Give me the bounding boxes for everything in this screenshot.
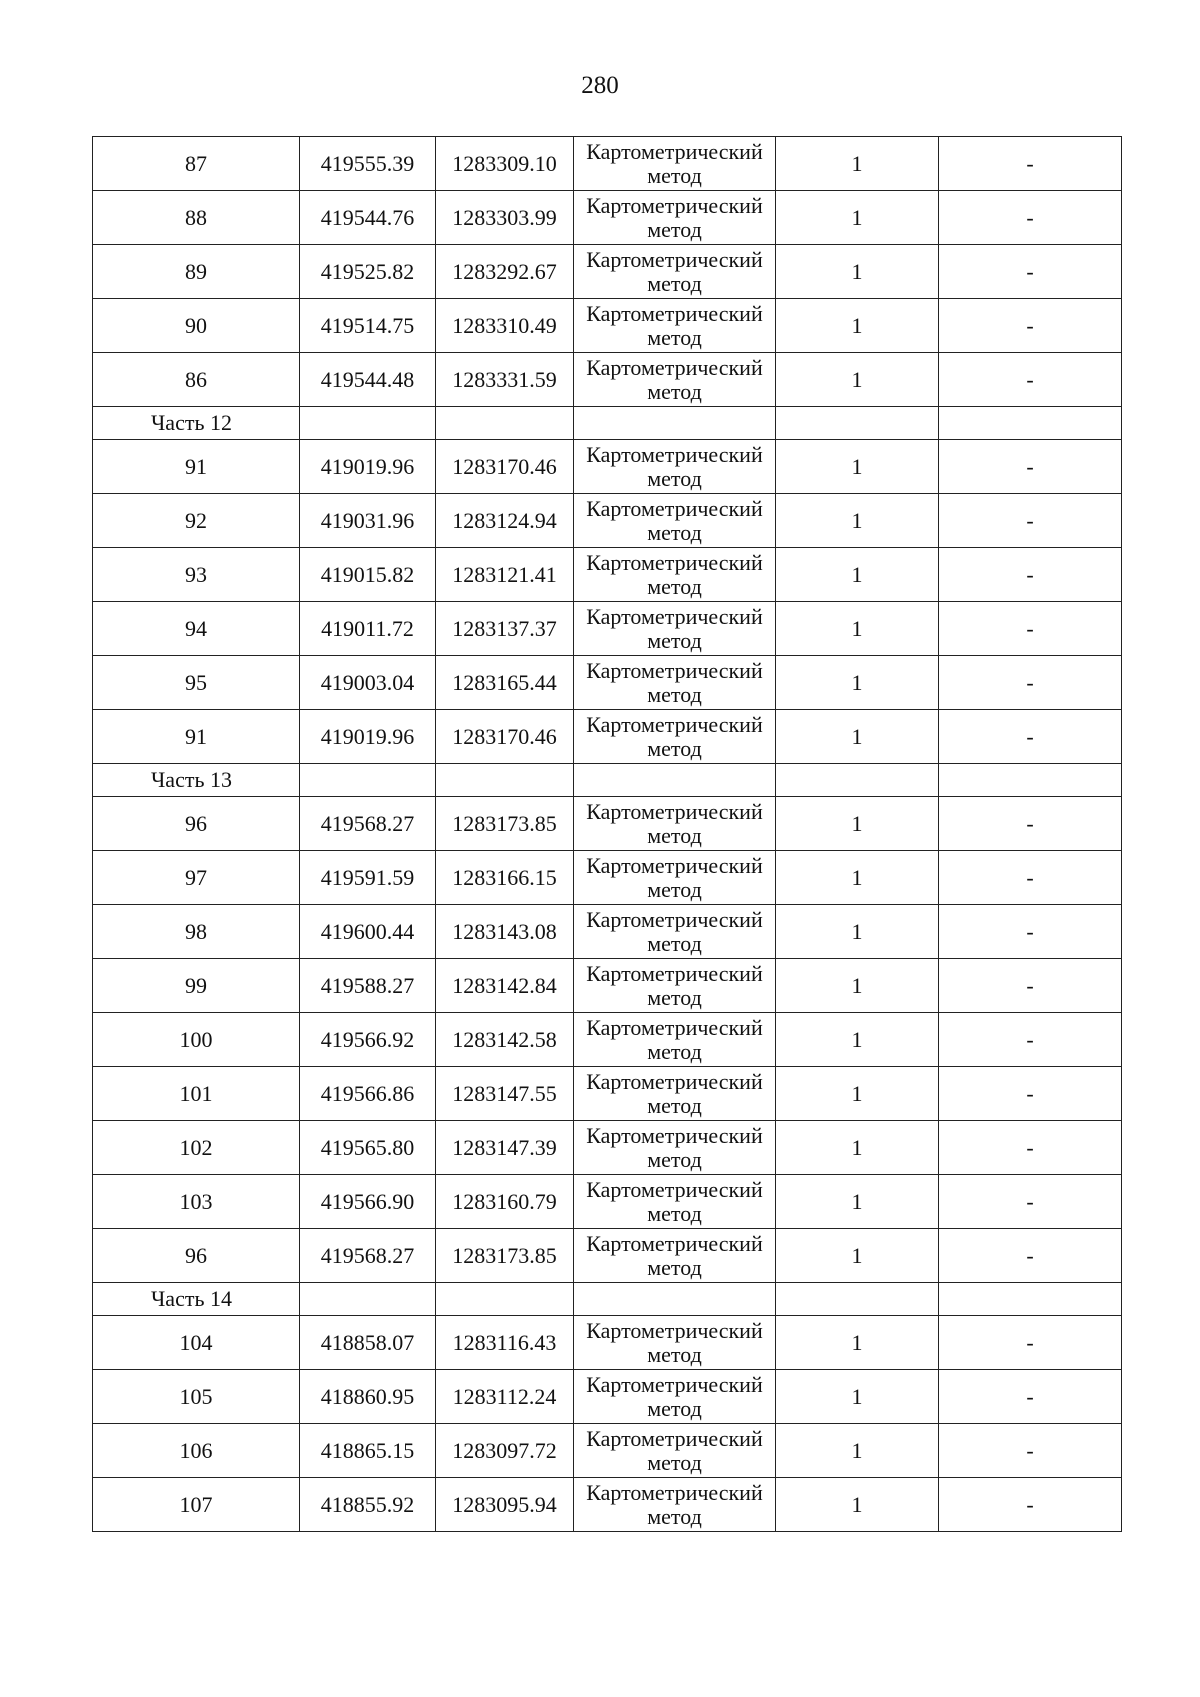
method-line-1: Картометрический <box>586 1371 763 1397</box>
table-row <box>93 1175 1122 1229</box>
point-number-cell: 92 <box>93 494 300 548</box>
y-coordinate-cell: 1283173.85 <box>436 797 574 851</box>
table-row <box>93 1121 1122 1175</box>
method-line-2: метод <box>647 735 702 761</box>
x-coordinate-cell: 419019.96 <box>300 710 436 764</box>
method-line-1: Картометрический <box>586 300 763 326</box>
y-coordinate-cell: 1283160.79 <box>436 1175 574 1229</box>
part-label: Часть 14 <box>93 1283 300 1316</box>
method-cell <box>574 602 776 656</box>
method-line-2: метод <box>647 1038 702 1064</box>
y-coordinate-cell: 1283112.24 <box>436 1370 574 1424</box>
x-coordinate-cell: 419019.96 <box>300 440 436 494</box>
method-line-2: метод <box>647 1395 702 1421</box>
method-line-2: метод <box>647 681 702 707</box>
note-cell: - <box>939 548 1122 602</box>
empty-cell <box>436 764 574 797</box>
method-line-1: Картометрический <box>586 1122 763 1148</box>
table-row <box>93 440 1122 494</box>
method-line-2: метод <box>647 324 702 350</box>
empty-cell <box>436 407 574 440</box>
method-line-2: метод <box>647 1254 702 1280</box>
note-cell: - <box>939 1121 1122 1175</box>
point-number-cell: 105 <box>93 1370 300 1424</box>
note-cell: - <box>939 1013 1122 1067</box>
method-line-1: Картометрический <box>586 852 763 878</box>
accuracy-cell: 1 <box>776 797 939 851</box>
method-line-1: Картометрический <box>586 1176 763 1202</box>
point-number-cell: 100 <box>93 1013 300 1067</box>
y-coordinate-cell: 1283143.08 <box>436 905 574 959</box>
table-row <box>93 851 1122 905</box>
note-cell: - <box>939 851 1122 905</box>
point-number-cell: 90 <box>93 299 300 353</box>
table-row <box>93 797 1122 851</box>
y-coordinate-cell: 1283142.84 <box>436 959 574 1013</box>
method-cell <box>574 1478 776 1532</box>
method-cell <box>574 548 776 602</box>
accuracy-cell: 1 <box>776 299 939 353</box>
method-cell <box>574 851 776 905</box>
x-coordinate-cell: 419555.39 <box>300 137 436 191</box>
point-number-cell: 104 <box>93 1316 300 1370</box>
method-line-1: Картометрический <box>586 1317 763 1343</box>
table-row <box>93 1229 1122 1283</box>
x-coordinate-cell: 419565.80 <box>300 1121 436 1175</box>
table-row <box>93 1424 1122 1478</box>
part-header-row <box>93 407 1122 440</box>
x-coordinate-cell: 419544.48 <box>300 353 436 407</box>
note-cell: - <box>939 1370 1122 1424</box>
x-coordinate-cell: 418865.15 <box>300 1424 436 1478</box>
point-number-cell: 91 <box>93 440 300 494</box>
method-line-1: Картометрический <box>586 906 763 932</box>
empty-cell <box>574 407 776 440</box>
method-cell <box>574 797 776 851</box>
note-cell: - <box>939 353 1122 407</box>
accuracy-cell: 1 <box>776 710 939 764</box>
y-coordinate-cell: 1283292.67 <box>436 245 574 299</box>
note-cell: - <box>939 656 1122 710</box>
empty-cell <box>300 1283 436 1316</box>
note-cell: - <box>939 710 1122 764</box>
point-number-cell: 107 <box>93 1478 300 1532</box>
method-line-1: Картометрический <box>586 246 763 272</box>
accuracy-cell: 1 <box>776 1424 939 1478</box>
empty-cell <box>574 1283 776 1316</box>
x-coordinate-cell: 419588.27 <box>300 959 436 1013</box>
empty-cell <box>300 407 436 440</box>
x-coordinate-cell: 418860.95 <box>300 1370 436 1424</box>
x-coordinate-cell: 419525.82 <box>300 245 436 299</box>
point-number-cell: 87 <box>93 137 300 191</box>
y-coordinate-cell: 1283147.55 <box>436 1067 574 1121</box>
note-cell: - <box>939 602 1122 656</box>
method-cell <box>574 299 776 353</box>
accuracy-cell: 1 <box>776 440 939 494</box>
method-line-2: метод <box>647 378 702 404</box>
empty-cell <box>436 1283 574 1316</box>
method-cell <box>574 1229 776 1283</box>
table-row <box>93 1067 1122 1121</box>
x-coordinate-cell: 419015.82 <box>300 548 436 602</box>
note-cell: - <box>939 959 1122 1013</box>
method-line-1: Картометрический <box>586 657 763 683</box>
empty-cell <box>776 1283 939 1316</box>
accuracy-cell: 1 <box>776 137 939 191</box>
method-cell <box>574 905 776 959</box>
x-coordinate-cell: 419566.90 <box>300 1175 436 1229</box>
accuracy-cell: 1 <box>776 548 939 602</box>
table-row <box>93 959 1122 1013</box>
y-coordinate-cell: 1283309.10 <box>436 137 574 191</box>
accuracy-cell: 1 <box>776 1067 939 1121</box>
point-number-cell: 91 <box>93 710 300 764</box>
table-row <box>93 494 1122 548</box>
x-coordinate-cell: 419566.86 <box>300 1067 436 1121</box>
point-number-cell: 96 <box>93 1229 300 1283</box>
table-row <box>93 1478 1122 1532</box>
accuracy-cell: 1 <box>776 1370 939 1424</box>
x-coordinate-cell: 418855.92 <box>300 1478 436 1532</box>
x-coordinate-cell: 419514.75 <box>300 299 436 353</box>
method-line-2: метод <box>647 573 702 599</box>
x-coordinate-cell: 419591.59 <box>300 851 436 905</box>
method-line-2: метод <box>647 876 702 902</box>
method-line-1: Картометрический <box>586 1014 763 1040</box>
method-line-1: Картометрический <box>586 441 763 467</box>
x-coordinate-cell: 419566.92 <box>300 1013 436 1067</box>
note-cell: - <box>939 191 1122 245</box>
method-cell <box>574 353 776 407</box>
point-number-cell: 96 <box>93 797 300 851</box>
accuracy-cell: 1 <box>776 905 939 959</box>
table-row <box>93 1013 1122 1067</box>
accuracy-cell: 1 <box>776 245 939 299</box>
point-number-cell: 86 <box>93 353 300 407</box>
table-row <box>93 548 1122 602</box>
method-line-1: Картометрический <box>586 495 763 521</box>
table-row <box>93 353 1122 407</box>
y-coordinate-cell: 1283097.72 <box>436 1424 574 1478</box>
accuracy-cell: 1 <box>776 656 939 710</box>
method-line-1: Картометрический <box>586 138 763 164</box>
method-line-1: Картометрический <box>586 549 763 575</box>
y-coordinate-cell: 1283303.99 <box>436 191 574 245</box>
point-number-cell: 102 <box>93 1121 300 1175</box>
method-cell <box>574 1067 776 1121</box>
note-cell: - <box>939 905 1122 959</box>
table-row <box>93 710 1122 764</box>
method-cell <box>574 1013 776 1067</box>
table-row <box>93 1316 1122 1370</box>
method-line-1: Картометрический <box>586 1230 763 1256</box>
accuracy-cell: 1 <box>776 1229 939 1283</box>
y-coordinate-cell: 1283121.41 <box>436 548 574 602</box>
point-number-cell: 88 <box>93 191 300 245</box>
method-cell <box>574 245 776 299</box>
method-line-2: метод <box>647 465 702 491</box>
method-line-2: метод <box>647 1449 702 1475</box>
accuracy-cell: 1 <box>776 1121 939 1175</box>
part-label: Часть 13 <box>93 764 300 797</box>
method-line-2: метод <box>647 627 702 653</box>
method-line-1: Картометрический <box>586 1425 763 1451</box>
empty-cell <box>300 764 436 797</box>
point-number-cell: 103 <box>93 1175 300 1229</box>
method-cell <box>574 1175 776 1229</box>
y-coordinate-cell: 1283124.94 <box>436 494 574 548</box>
method-line-2: метод <box>647 1200 702 1226</box>
empty-cell <box>939 407 1122 440</box>
table-row <box>93 656 1122 710</box>
point-number-cell: 93 <box>93 548 300 602</box>
empty-cell <box>939 1283 1122 1316</box>
x-coordinate-cell: 419003.04 <box>300 656 436 710</box>
empty-cell <box>939 764 1122 797</box>
y-coordinate-cell: 1283310.49 <box>436 299 574 353</box>
point-number-cell: 95 <box>93 656 300 710</box>
method-cell <box>574 494 776 548</box>
x-coordinate-cell: 419568.27 <box>300 1229 436 1283</box>
x-coordinate-cell: 419600.44 <box>300 905 436 959</box>
x-coordinate-cell: 419544.76 <box>300 191 436 245</box>
accuracy-cell: 1 <box>776 353 939 407</box>
point-number-cell: 101 <box>93 1067 300 1121</box>
method-line-2: метод <box>647 216 702 242</box>
y-coordinate-cell: 1283137.37 <box>436 602 574 656</box>
note-cell: - <box>939 1478 1122 1532</box>
method-cell <box>574 959 776 1013</box>
table-row <box>93 245 1122 299</box>
y-coordinate-cell: 1283170.46 <box>436 440 574 494</box>
method-cell <box>574 1316 776 1370</box>
point-number-cell: 97 <box>93 851 300 905</box>
method-line-2: метод <box>647 270 702 296</box>
method-line-2: метод <box>647 822 702 848</box>
method-cell <box>574 656 776 710</box>
method-cell <box>574 1121 776 1175</box>
y-coordinate-cell: 1283173.85 <box>436 1229 574 1283</box>
part-header-row <box>93 1283 1122 1316</box>
note-cell: - <box>939 245 1122 299</box>
note-cell: - <box>939 1229 1122 1283</box>
method-line-1: Картометрический <box>586 1479 763 1505</box>
table-row <box>93 299 1122 353</box>
page-number: 280 <box>581 72 619 99</box>
note-cell: - <box>939 1067 1122 1121</box>
accuracy-cell: 1 <box>776 959 939 1013</box>
method-cell <box>574 710 776 764</box>
y-coordinate-cell: 1283331.59 <box>436 353 574 407</box>
y-coordinate-cell: 1283116.43 <box>436 1316 574 1370</box>
x-coordinate-cell: 418858.07 <box>300 1316 436 1370</box>
table-row <box>93 191 1122 245</box>
accuracy-cell: 1 <box>776 1175 939 1229</box>
point-number-cell: 94 <box>93 602 300 656</box>
method-cell <box>574 440 776 494</box>
x-coordinate-cell: 419031.96 <box>300 494 436 548</box>
accuracy-cell: 1 <box>776 851 939 905</box>
part-label: Часть 12 <box>93 407 300 440</box>
method-line-2: метод <box>647 1146 702 1172</box>
point-number-cell: 98 <box>93 905 300 959</box>
coordinates-table <box>92 136 1122 1532</box>
method-cell <box>574 1424 776 1478</box>
x-coordinate-cell: 419568.27 <box>300 797 436 851</box>
accuracy-cell: 1 <box>776 191 939 245</box>
method-cell <box>574 137 776 191</box>
method-line-2: метод <box>647 1341 702 1367</box>
method-line-2: метод <box>647 930 702 956</box>
note-cell: - <box>939 299 1122 353</box>
coordinates-table-body <box>93 137 1122 1532</box>
accuracy-cell: 1 <box>776 1013 939 1067</box>
method-cell <box>574 191 776 245</box>
method-line-2: метод <box>647 1092 702 1118</box>
y-coordinate-cell: 1283165.44 <box>436 656 574 710</box>
table-row <box>93 602 1122 656</box>
y-coordinate-cell: 1283170.46 <box>436 710 574 764</box>
method-line-1: Картометрический <box>586 354 763 380</box>
empty-cell <box>776 764 939 797</box>
method-line-2: метод <box>647 1503 702 1529</box>
empty-cell <box>776 407 939 440</box>
note-cell: - <box>939 797 1122 851</box>
accuracy-cell: 1 <box>776 1316 939 1370</box>
accuracy-cell: 1 <box>776 1478 939 1532</box>
y-coordinate-cell: 1283147.39 <box>436 1121 574 1175</box>
y-coordinate-cell: 1283142.58 <box>436 1013 574 1067</box>
y-coordinate-cell: 1283166.15 <box>436 851 574 905</box>
note-cell: - <box>939 1424 1122 1478</box>
y-coordinate-cell: 1283095.94 <box>436 1478 574 1532</box>
method-line-1: Картометрический <box>586 798 763 824</box>
method-line-2: метод <box>647 162 702 188</box>
point-number-cell: 106 <box>93 1424 300 1478</box>
empty-cell <box>574 764 776 797</box>
accuracy-cell: 1 <box>776 602 939 656</box>
method-line-2: метод <box>647 519 702 545</box>
method-line-1: Картометрический <box>586 711 763 737</box>
note-cell: - <box>939 137 1122 191</box>
table-row <box>93 1370 1122 1424</box>
method-line-1: Картометрический <box>586 1068 763 1094</box>
method-line-1: Картометрический <box>586 960 763 986</box>
point-number-cell: 89 <box>93 245 300 299</box>
method-line-1: Картометрический <box>586 192 763 218</box>
note-cell: - <box>939 494 1122 548</box>
method-line-1: Картометрический <box>586 603 763 629</box>
method-line-2: метод <box>647 984 702 1010</box>
note-cell: - <box>939 1175 1122 1229</box>
method-cell <box>574 1370 776 1424</box>
accuracy-cell: 1 <box>776 494 939 548</box>
x-coordinate-cell: 419011.72 <box>300 602 436 656</box>
table-row <box>93 905 1122 959</box>
point-number-cell: 99 <box>93 959 300 1013</box>
note-cell: - <box>939 1316 1122 1370</box>
part-header-row <box>93 764 1122 797</box>
note-cell: - <box>939 440 1122 494</box>
table-row <box>93 137 1122 191</box>
